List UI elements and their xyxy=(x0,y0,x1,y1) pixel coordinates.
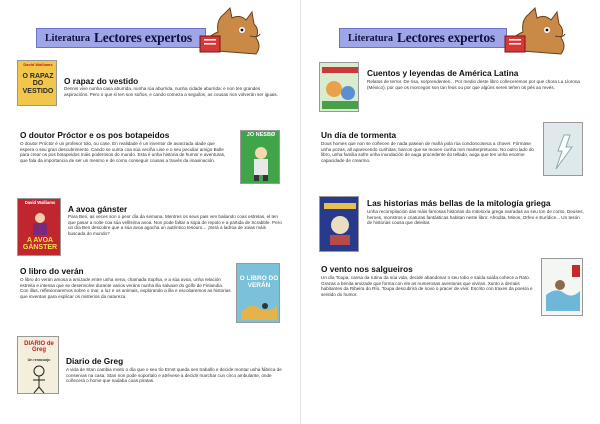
cover-illustration xyxy=(30,365,48,393)
cover-illustration xyxy=(241,298,277,320)
book-title: Un día de tormenta xyxy=(321,130,397,140)
banner-subject: Literatura xyxy=(45,32,90,44)
dog-mascot-icon xyxy=(196,6,266,56)
book-cover-a-avoa-ganster xyxy=(17,198,61,256)
book-cover-un-dia-de-tormenta xyxy=(543,122,583,176)
book-description: Relatos de terror. De risa, sorprendentes... Por medio deste libro coñeceremos por que chora La Llorona (México), por que os morcegos son tan feos ou por que algúns seres teñen os pés ao revés. xyxy=(367,79,580,90)
book-title: O vento nos salgueiros xyxy=(321,264,413,274)
book-cover-historias-mitologia-griega xyxy=(319,196,359,252)
cover-subtitle: Un renacuajo xyxy=(27,358,51,362)
cover-illustration xyxy=(548,131,580,171)
book-cover-o-rapaz-do-vestido xyxy=(17,60,57,106)
book-cover-o-doutor-proctor xyxy=(240,130,280,184)
cover-illustration xyxy=(30,211,50,235)
book-title: O doutor Próctor e os pos botapeidos xyxy=(20,130,170,140)
dog-mascot-icon xyxy=(501,6,571,56)
book-description: Un día Toupa, cansa da rutina da súa vida, decide abandonar o seu tobo e saída saída cohece a Rato. Grazas a benita amizade que forma con ele as numerosas aventuras que viviran. Xunto a demais habitantes da Ribeira do Río, Toupa descubrirá de novo o pracer de vivir. Escrito con traxes da poesía e sentido do humor. xyxy=(321,275,533,297)
cover-illustration xyxy=(249,145,273,181)
book-title: Cuentos y leyendas de América Latina xyxy=(367,68,519,78)
book-cover-o-vento-nos-salgueiros xyxy=(541,258,583,316)
cover-title: JO NESBØ xyxy=(246,132,276,138)
book-cover-diario-de-greg xyxy=(17,336,59,394)
section-banner xyxy=(339,28,507,48)
book-description: Dennis vive nunha casa aburrida, nunha rúa aburrida, nunha cidade aburrida; e non ten grandes aspiracións. Pero o que si ten son soños, e cando comeza a seguilos, as cousas non volverán ser iguais. xyxy=(64,86,278,97)
book-description: O libro do verán amosa a amizade entre unha nena, chamada Sophia, e a súa avoa, unha relación estreita e intensa que se desenvolve durante varios veráns nunha illa salvaxe do golfo de Finlandia. Con illas, reflexionaremos sobre o mar, a luz e os animais, explorando a illa e escoitaremos as historias que inventan para explicar os misterios da natureza. xyxy=(20,277,231,299)
banner-series: Lectores expertos xyxy=(397,30,495,45)
book-description: O doutor Próctor é un profesor tolo, ou case. En realidade é un inventor de avanzada idade que espera o seu gran descubrimento. Cando se xunta coa súa veciña Lise e o seu peculiar amigo Bulle para crear os pos botapeidos máis poderosos do mundo. Esta é unha historia de humor e aventuras, que fala da importancia de ser un mesmo e de como conseguir cousas a través da imaxinación. xyxy=(20,141,226,163)
book-title: A avoa gánster xyxy=(68,204,128,214)
book-cover-o-libro-do-veran xyxy=(236,263,280,323)
book-title: O libro do verán xyxy=(20,266,84,276)
cover-title: A AVOA GÁNSTER xyxy=(22,237,58,252)
book-title: Diario de Greg xyxy=(66,356,124,366)
right-page xyxy=(300,0,600,424)
book-description: Dous homes que non se coñecen de nada pasean de mañá pola rúa condoncoseca a chover. Fórmase unha pozas, all aparecendo cunhitas, barcos que se moven cunha non marterpretuoso. No outro lado do libro, unha familia sofre unha inundación de auga procedente do tellado, auga que ten unha enorme capacidade de crearmo. xyxy=(321,141,534,163)
book-title: Las historias más bellas de la mitología griega xyxy=(367,198,551,208)
cover-illustration xyxy=(546,265,580,311)
cover-illustration xyxy=(324,203,356,247)
section-banner xyxy=(36,28,206,48)
banner-subject: Literatura xyxy=(348,32,393,44)
book-description: Unha recompilación das máis famosas historias da mitoloxía grega narradas ao seu ton de conto. Deuses, heroes, monstros e criaturas fantásticas habitan neste libro: Afrodita, Minos, Orfeo e Eurídice... Un tesón de historias cousa que deleitar. xyxy=(367,209,584,226)
cover-title: DIARIO de Greg xyxy=(24,341,54,354)
cover-author: David Walliams xyxy=(24,200,56,205)
cover-title: O LIBRO DO VERÁN xyxy=(239,275,279,289)
book-cover-cuentos-y-leyendas xyxy=(319,62,359,112)
book-description: A vida de Stan cambia moito o día que o seu tío Ernst queda sen traballo e decide montar unha fábrica de conservas na casa. Stan non pode soportalo e atrévese a decidir marchar cun circo ambulante, onde coñecerá o home que nadaba coas piratas. xyxy=(66,367,282,384)
book-description: Para Ben, as veces son o peor día da semana. Mentres os seus pais ven bailando coas estrelas, el ten que pasar a noite coa súa vellísima avoa. Non pode faltar a sopa de repolo e a partida de Scrabble. Pero un día Ben descobre que a súa avoa agocha un auténtico tesouro... ¡Será a ladroa de xoias máis buscada do mundo? xyxy=(68,214,282,236)
book-title: O rapaz do vestido xyxy=(64,76,139,86)
cover-author: David Walliams xyxy=(23,62,53,67)
banner-series: Lectores expertos xyxy=(94,30,192,45)
cover-title: O RAPAZ DO VESTIDO xyxy=(22,73,54,95)
cover-illustration xyxy=(322,67,358,109)
